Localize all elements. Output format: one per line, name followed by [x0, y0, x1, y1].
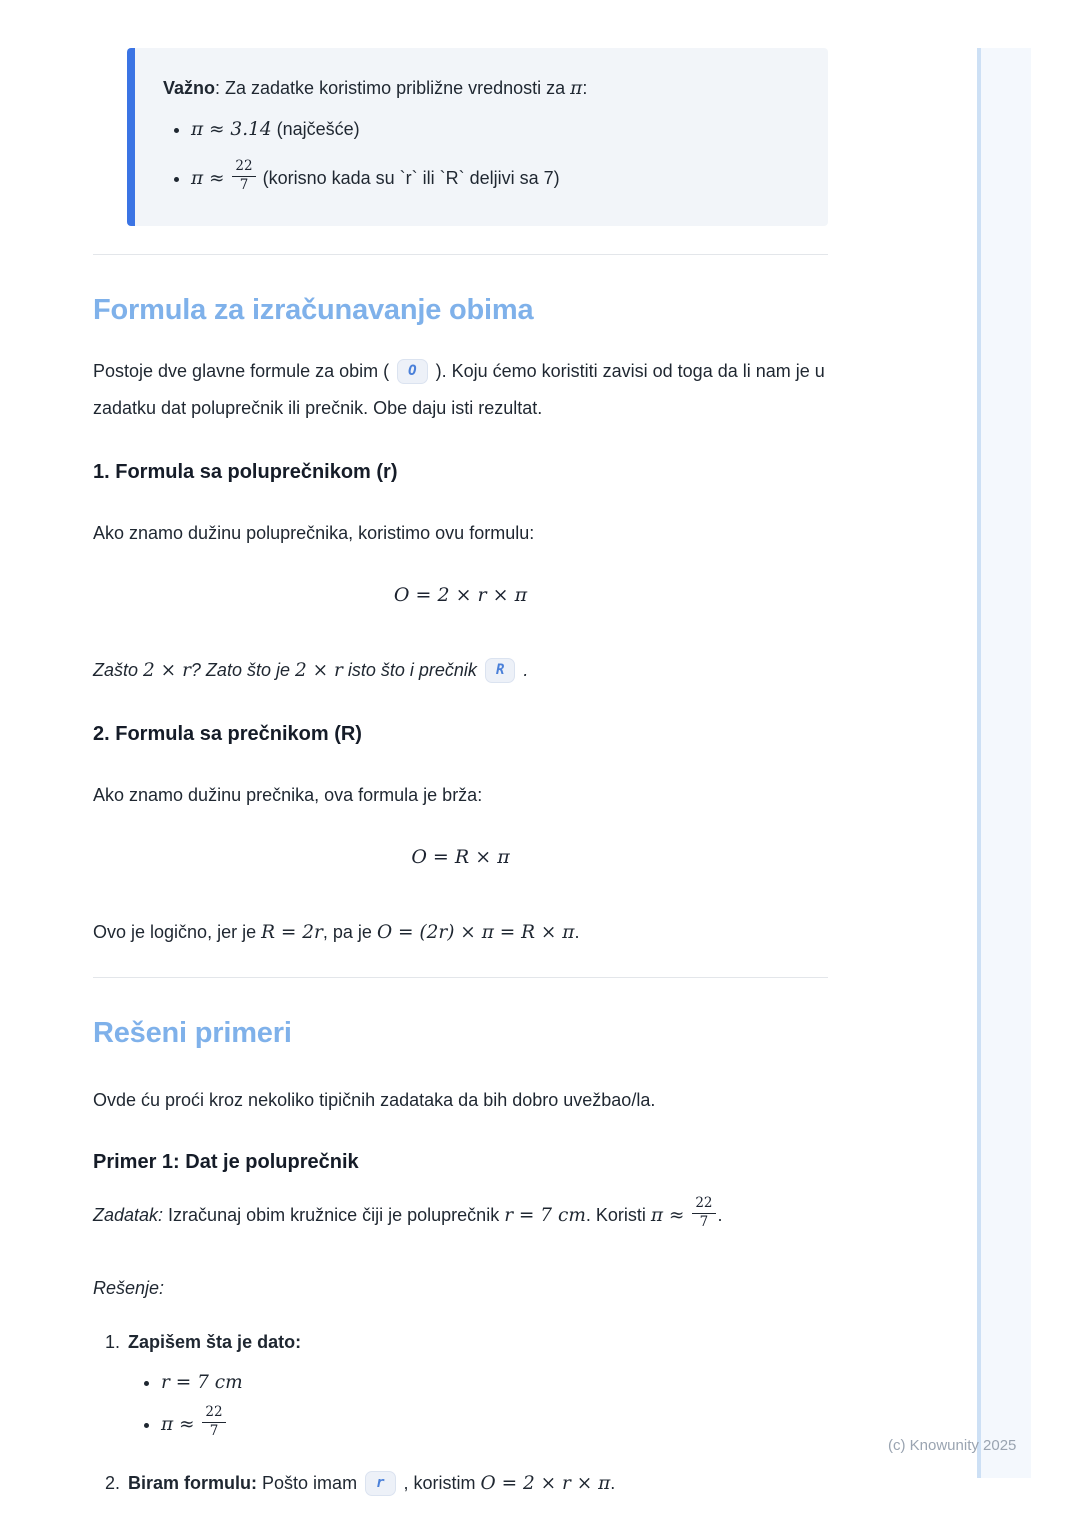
- subheading-radius-formula: 1. Formula sa poluprečnikom (r): [93, 461, 398, 484]
- math-run: R = 2r: [261, 922, 323, 944]
- math-run: π: [570, 78, 583, 99]
- text-run: .: [518, 660, 529, 681]
- text-run: .: [610, 1473, 616, 1494]
- section-divider: [93, 977, 828, 978]
- text-run: : Za zadatke koristimo približne vrednosti za: [215, 78, 571, 98]
- inline-code-badge: R: [485, 658, 515, 683]
- task-paragraph: [93, 1195, 828, 1236]
- text-run: Zašto: [93, 660, 144, 681]
- step-text: [128, 1332, 301, 1352]
- inline-code-badge: r: [365, 1471, 395, 1496]
- text-run: Važno: [163, 78, 216, 98]
- text-run: (korisno kada su `r` ili `R` deljivi sa 7): [257, 167, 560, 188]
- step-text: [128, 1473, 615, 1493]
- math-run: O = 2 × r × π: [480, 1473, 611, 1495]
- heading-solved-examples: Rešeni primeri: [93, 1017, 292, 1050]
- inline-code-badge: O: [397, 359, 427, 384]
- logic-paragraph: [93, 914, 828, 951]
- text-run: Ovo je logično, jer je: [93, 922, 262, 943]
- math-run: 2 × r: [143, 660, 191, 682]
- note-paragraph: [93, 652, 828, 689]
- math-run: r = 7 cm: [504, 1205, 586, 1227]
- text-run: (najčešće): [271, 119, 360, 139]
- math-formula-radius: O = 2 × r × π: [393, 584, 528, 607]
- text-run: Izračunaj obim kružnice čiji je poluprečnik: [163, 1205, 505, 1226]
- fraction: [202, 1405, 225, 1439]
- bullet-item: [161, 1404, 828, 1442]
- fraction-numerator: 22: [692, 1196, 715, 1214]
- math-run: 2 × r: [294, 660, 343, 682]
- text-run: . Koristi: [585, 1205, 651, 1226]
- given-values-list: [105, 1367, 828, 1442]
- text-run: , pa je: [322, 922, 377, 943]
- subheading-example-1: Primer 1: Dat je poluprečnik: [93, 1151, 359, 1174]
- heading-circumference-formula: Formula za izračunavanje obima: [93, 294, 534, 327]
- text-run: Zapišem šta je dato:: [128, 1332, 302, 1353]
- list-item: [105, 1468, 828, 1499]
- solution-steps-list: [93, 1327, 828, 1499]
- fraction-numerator: 22: [202, 1405, 225, 1423]
- document-content: [93, 48, 828, 1499]
- text-run: Zadatak:: [93, 1205, 164, 1226]
- fraction-numerator: 22: [232, 159, 255, 177]
- math-formula-diameter: O = R × π: [411, 846, 510, 869]
- text-run: ? Zato što je: [190, 660, 295, 681]
- important-callout: [127, 48, 828, 226]
- text-run: Pošto imam: [257, 1473, 363, 1494]
- math-run: r = 7 cm: [161, 1372, 243, 1394]
- subheading-diameter-formula: 2. Formula sa prečnikom (R): [93, 723, 362, 746]
- fraction-denominator: 7: [239, 176, 249, 193]
- intro-paragraph: [93, 353, 828, 427]
- text-run: ). Koju ćemo koristiti zavisi od toga da li nam je u zadatku dat poluprečnik ili prečnik. Obe daju isti rezultat.: [93, 361, 825, 419]
- bullet-item: [191, 158, 798, 196]
- text-run: .: [574, 922, 580, 943]
- examples-intro-paragraph: Ovde ću proći kroz nekoliko tipičnih zadataka da bih dobro uvežbao/la.: [93, 1090, 656, 1111]
- fraction-denominator: 7: [209, 1422, 219, 1439]
- list-number: 2.: [105, 1473, 121, 1494]
- math-run: π ≈: [650, 1205, 691, 1227]
- copyright-footer: (c) Knowunity 2025: [888, 1437, 1017, 1454]
- list-item: [105, 1327, 828, 1442]
- math-run: π ≈ 3.14: [191, 119, 272, 140]
- math-run: π ≈: [161, 1413, 201, 1435]
- text-run: isto što i prečnik: [342, 660, 482, 681]
- list-number: 1.: [105, 1332, 121, 1353]
- text-run: Postoje dve glavne formule za obim (: [93, 361, 395, 382]
- section-divider: [93, 254, 828, 255]
- fraction: [232, 159, 255, 193]
- text-run: Biram formulu:: [128, 1473, 258, 1494]
- callout-bullet-list: [163, 115, 798, 196]
- math-run: π ≈: [191, 167, 231, 189]
- text-run: Rešenje:: [93, 1278, 165, 1299]
- math-run: O = (2r) × π = R × π: [376, 922, 575, 944]
- bullet-item: [191, 115, 798, 144]
- text-run: , koristim: [398, 1473, 481, 1494]
- text-run: :: [582, 78, 588, 98]
- radius-paragraph: Ako znamo dužinu poluprečnika, koristimo ovu formulu:: [93, 523, 535, 544]
- fraction-denominator: 7: [699, 1213, 709, 1230]
- diameter-paragraph: Ako znamo dužinu prečnika, ova formula je brža:: [93, 785, 483, 806]
- text-run: .: [717, 1205, 723, 1226]
- solution-label: [93, 1270, 828, 1307]
- fraction: [692, 1196, 715, 1230]
- callout-title: [163, 74, 798, 103]
- scrollbar-track[interactable]: [977, 48, 1031, 1478]
- bullet-item: [161, 1367, 828, 1398]
- callout-accent-bar: [127, 48, 135, 226]
